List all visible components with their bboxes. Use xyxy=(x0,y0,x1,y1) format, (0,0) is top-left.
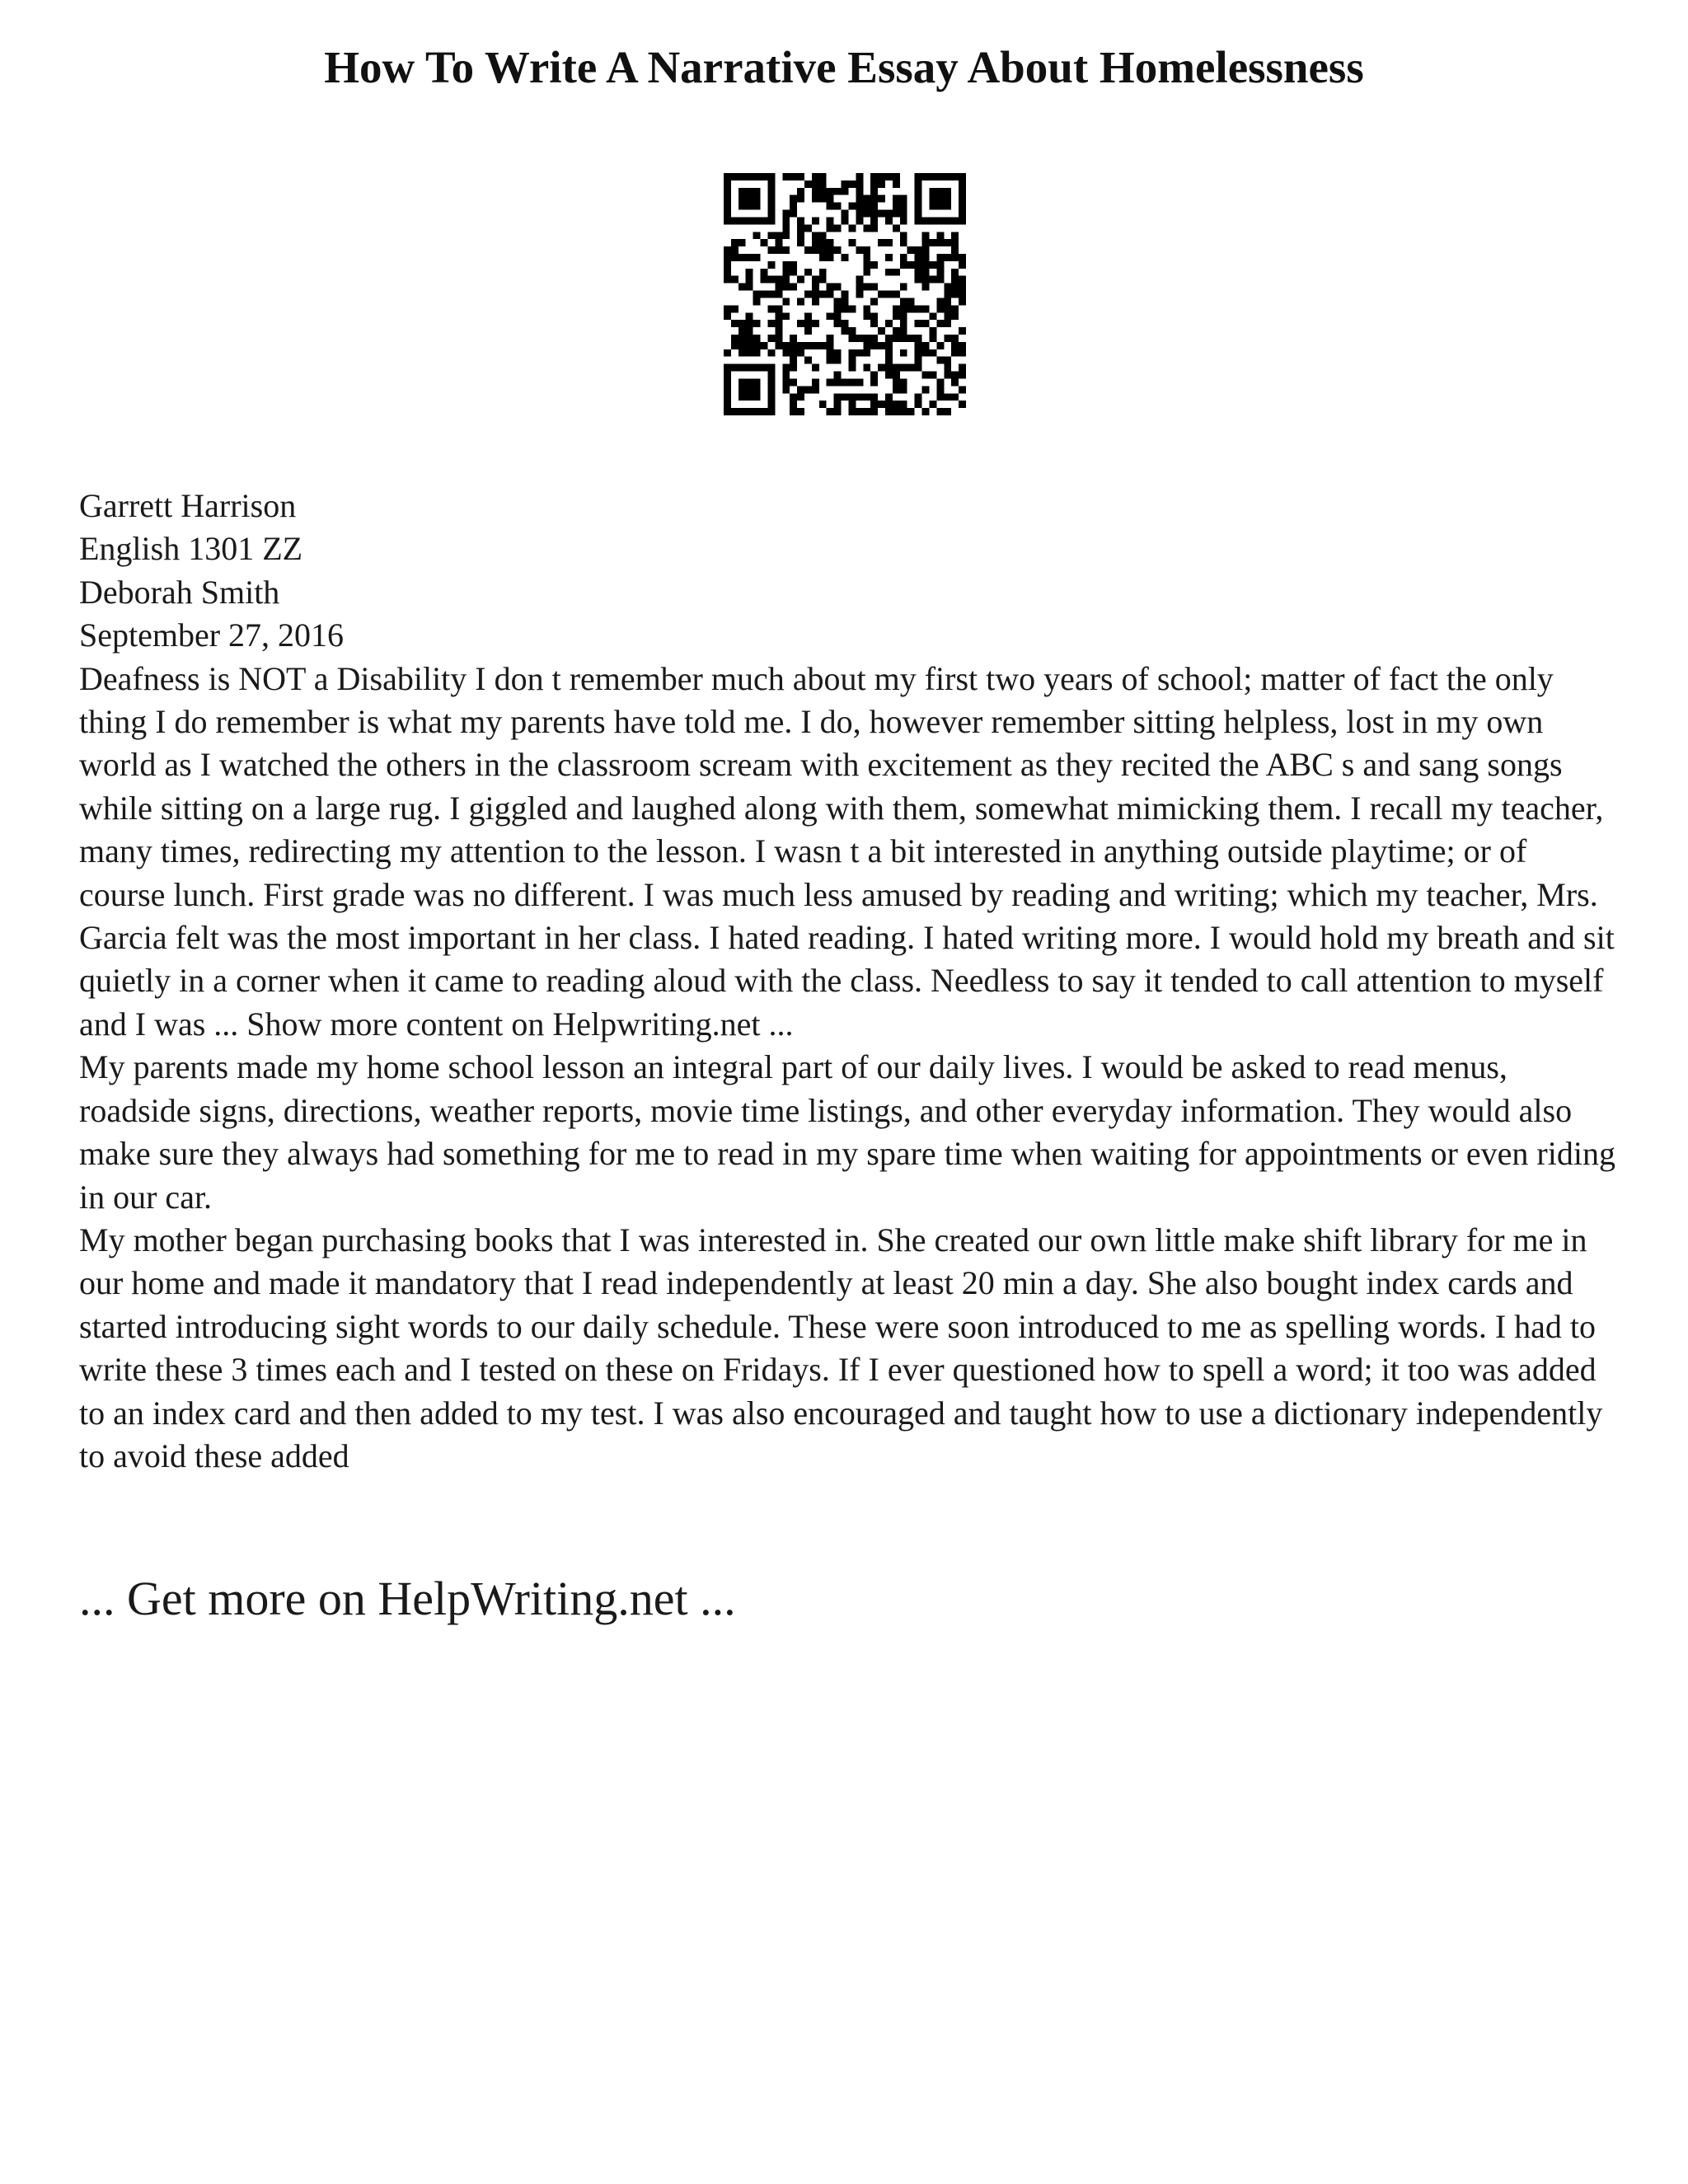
essay-paragraph: Deafness is NOT a Disability I don t remember much about my first two years of school; matter of fact the only thing I do remember is what my parents have told me. I do, however remember sitting helpless, lost in my own world as I watched the others in the classroom scream with excitement as they recited the ABC s and sang songs while sitting on a large rug. I giggled and laughed along with them, somewhat mimicking them. I recall my teacher, many times, redirecting my attention to the lesson. I wasn t a bit interested in anything outside playtime; or of course lunch. First grade was no different. I was much less amused by reading and writing; which my teacher, Mrs. Garcia felt was the most important in her class. I hated reading. I hated writing more. I would hold my breath and sit quietly in a corner when it came to reading aloud with the class. Needless to say it tended to call attention to myself and I was ... Show more content on Helpwriting.net ... xyxy=(79,659,1615,1043)
essay-date: September 27, 2016 xyxy=(79,616,345,654)
get-more-link[interactable]: ... Get more on HelpWriting.net ... xyxy=(79,1572,736,1625)
instructor-name: Deborah Smith xyxy=(79,573,280,611)
document-title: How To Write A Narrative Essay About Homelessness xyxy=(324,42,1364,92)
course-name: English 1301 ZZ xyxy=(79,530,303,568)
author-name: Garrett Harrison xyxy=(79,487,297,524)
essay-paragraph: My mother began purchasing books that I was interested in. She created our own little make shift library for me in our home and made it mandatory that I read independently at least 20 min a day. She also bought index cards and started introducing sight words to our daily schedule. These were soon introduced to me as spelling words. I had to write these 3 times each and I tested on these on Fridays. If I ever questioned how to spell a word; it too was added to an index card and then added to my test. I was also encouraged and taught how to use a dictionary independently to avoid these added xyxy=(79,1221,1603,1474)
essay-paragraph: My parents made my home school lesson an integral part of our daily lives. I would be asked to read menus, roadside signs, directions, weather reports, movie time listings, and other everyday information. They would also make sure they always had something for me to read in my spare time when waiting for appointments or even riding in our car. xyxy=(79,1048,1615,1216)
essay-body xyxy=(79,485,1620,1478)
qr-code-icon[interactable] xyxy=(724,173,966,415)
